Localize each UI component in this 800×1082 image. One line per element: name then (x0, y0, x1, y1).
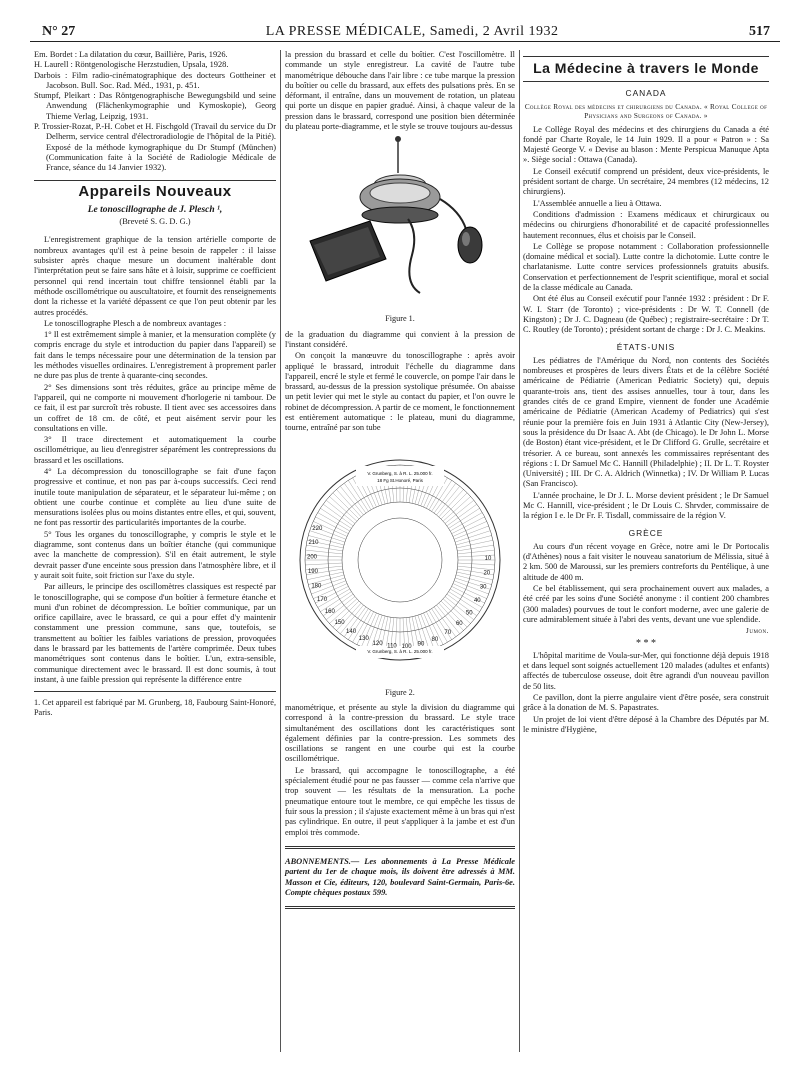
footnote: 1. Cet appareil est fabriqué par M. Grunberg, 18, Faubourg Saint-Honoré, Paris. (34, 698, 276, 718)
diagram-tick-label: 120 (372, 640, 383, 647)
diagram-tick-label: 10 (484, 555, 491, 562)
notice-rule (285, 846, 515, 849)
page-number: 517 (749, 24, 770, 39)
figure-1-device-illustration (300, 133, 500, 311)
diagram-tick-label: 70 (443, 629, 451, 636)
header-rule (30, 41, 780, 42)
issue-number: N° 27 (42, 24, 76, 39)
diagram-tick-label: 200 (306, 554, 317, 561)
paragraph: L'année prochaine, le Dr J. L. Morse devient président ; le Dr Samuel Mc C. Hannill, vice-président ; le Dr Louis C. Shrvder, commissaire de la région I e. le Dr Fr. F. Tisdall, commissaire de la région V. (523, 490, 769, 521)
column-left (34, 50, 276, 718)
diagram-tick-label: 90 (417, 641, 424, 648)
author-signature: Jumon. (745, 626, 769, 636)
graduation-line (456, 540, 492, 548)
notice-rule (285, 906, 515, 909)
separator-stars: * * * (636, 637, 656, 649)
graduation-line (329, 496, 356, 521)
diagram-tick-label: 180 (310, 582, 321, 589)
paragraph: 3° Il trace directement et automatiquement la courbe oscillométrique, au lieu d'enregistrer séparément les contrepressions du brassard et les oscillations. (34, 435, 276, 465)
reference-item: Darbois : Film radio-cinématographique des docteurs Gottheiner et Jacobson. Bull. Soc. Rad. Méd., 1931, p. 451. (34, 70, 276, 90)
paragraph: Ont été élus au Conseil exécutif pour l'année 1932 : président : Dr F. W. I. Starr (de Toronto) ; vice-présidents : Dr W. T. Connell (de Kingston) ; Dr J. C. Dagneau (de Québec) ; registraire-secrétaire : Dr T. C. Routley (de Toronto) ; président sortant de charge : Dr J. C. Meakins. (523, 294, 769, 335)
diagram-ring (342, 502, 458, 618)
diagram-tick-label: 80 (431, 636, 438, 643)
column-right (523, 50, 769, 736)
diagram-tick-label: 60 (455, 620, 463, 627)
paragraph: L'hôpital maritime de Voula-sur-Mer, qui fonctionne déjà depuis 1918 et dans lequel sont soignés actuellement 120 malades (adultes et enfants) affectés de tuberculose osseuse, doit être agrandi d'un nouveau pavillon de 50 lits. (523, 650, 769, 691)
paragraph: Au cours d'un récent voyage en Grèce, notre ami le Dr Portocalis (d'Athènes) nous a fait visiter le nouveau sanatorium de Mélissia, situé à 2 km. 500 de Maroussi, sur les premiers contreforts du Pentélique, à une altitude de 400 m. (523, 541, 769, 582)
paragraph: 1° Il est extrêmement simple à manier, et la mensuration complète (y compris encrage du style et introduction du papier dans l'appareil) se fait dans le temps nécessaire pour une détermination de la tension par les méthodes visuelles ordinaires. L'enregistrement à proprement parler ne dure pas plus de trente à quarante-cinq secondes. (34, 330, 276, 381)
graduation-line (434, 483, 456, 513)
paragraph: On conçoit la manœuvre du tonoscillographe : après avoir appliqué le brassard, introduit l'échelle du diagramme dans l'appareil, encré le style et fermé le couvercle, on pompe l'air dans le brassard, au-dessus de la pression systolique présumée. On abaisse un petit levier qui met le style au contact du papier, et l'on ouvre le robinet de décompression. A partir de ce moment, le fonctionnement est entièrement automatique : le plateau, muni du diagramme, tourne, entraîné par son tube (285, 351, 515, 433)
section-rule (523, 81, 769, 82)
diagram-ring (358, 518, 442, 602)
country-heading: ÉTATS-UNIS (616, 341, 676, 352)
paragraph: de la graduation du diagramme qui convient à la pression de l'instant considéré. (285, 329, 515, 349)
graduation-line (344, 483, 366, 513)
reference-item: Stumpf, Pleikart : Das Röntgenographische Bewegungsbild und seine Anwendung (Flächenkymographie und Kymoskopie), Georg Thieme Verlag, Leipzig, 1931. (34, 91, 276, 121)
country-heading: GRÈCE (628, 527, 664, 538)
figure-2-caption: Figure 2. (385, 687, 415, 697)
pump-bulb (458, 227, 482, 263)
paragraph: la pression du brassard et celle du boîtier. C'est l'oscillomètre. Il commande un style enregistreur. La cavité de l'autre tube manométrique débouche dans l'air libre : ce tube marque la pression du boîtier ou celle du brassard, aux effets des pulsations près. En se déformant, il entraîne, dans un mouvement de rotation, un plateau qui porte un disque en papier gradué. Ainsi, à chaque valeur de la pression dans le brassard, correspond une position bien déterminée du plateau porte-diagramme, et le style se trouve toujours au-dessus (285, 50, 515, 132)
graduation-line (332, 492, 358, 518)
diagram-tick-label: 40 (473, 597, 481, 604)
graduation-line (336, 489, 361, 516)
diagram-tick-label: 150 (334, 619, 345, 626)
diagram-label-box (356, 466, 444, 486)
paragraph: Par ailleurs, le principe des oscillomètres classiques est respecté par le tonoscillographe, qui se compose d'un boîtier à fermeture étanche et muni d'un robinet de décompression. Le boîtier communique, par un orifice capillaire, avec le brassard, ce qui a pour effet d'y maintenir constamment une pression commune, sans que, toutefois, se transmettent au boîtier les faibles variations de pression, provoquées dans le brassard par les battements de l'artère comprimée. Deux tubes manométriques sont contenus dans le boîtier. L'un, extra-sensible, communique directement avec le brassard. Il est donc soumis, à tout instant, à une faible pression qui représente la différence entre (34, 582, 276, 684)
paragraph: Le Collège se propose notamment : Collaboration professionnelle (domaine médical et social). Lutte contre la dichotomie. Lutte contre le charlatanisme. Lutte contre services professionnels gratuits abusifs. Conservation et perfectionnement de l'esprit scientifique, moral et social de la classe médicale au Canada. (523, 241, 769, 293)
column-divider (519, 50, 520, 1052)
diagram-tick-label: 130 (358, 635, 369, 642)
journal-title: LA PRESSE MÉDICALE, Samedi, 2 Avril 1932 (265, 24, 559, 39)
section-title: Appareils Nouveaux (78, 182, 232, 200)
graduation-line (457, 566, 494, 570)
column-middle (285, 50, 515, 917)
paragraph: 2° Ses dimensions sont très réduites, grâce au principe même de l'appareil, qui ne comporte ni mouvement d'horlogerie ni tambour. De ce fait, il est par surcroît très robuste. Il tient avec ses accessoires dans un coffret de 18 cm. de côté, et peut aisément servir pour les consultations en ville. (34, 382, 276, 433)
graduation-line (305, 563, 342, 565)
patent-note: (Breveté S. G. D. G.) (119, 217, 191, 227)
diagram-tick-label: 170 (316, 596, 327, 603)
section-title: La Médecine à travers le Monde (533, 60, 759, 76)
subscription-notice: ABONNEMENTS.— Les abonnements à La Presse Médicale partent du 1er de chaque mois, ils doivent être adressés à MM. Masson et Cie, éditeurs, 120, boulevard Saint-Germain, Paris-6e. Compte chèques postaux 599. (285, 856, 515, 898)
paragraph: Conditions d'admission : Examens médicaux et chirurgicaux ou médecins ou chirurgiens d'honorabilité et de capacité professionnelles hautement reconnues, élus et choisis par le Conseil. (523, 209, 769, 240)
diagram-tick-label: 20 (482, 570, 490, 577)
paragraph: Le brassard, qui accompagne le tonoscillographe, a été spécialement étudié pour ne pas fausser — comme cela n'arrive que trop souvent — les résultats de la mensuration. La poche pneumatique entoure tout le membre, ce qui empêche les tissus de fuir sous la pression ; il s'ajuste exactement même à un bras qui n'est pas cylindrique. En outre, il peut s'appliquer à la jambe et est d'un emploi très commode. (285, 765, 515, 837)
institution-name: Collège Royal des médecins et chirurgiens du Canada. « Royal College of Physicians and Surgeons of Canada. » (524, 102, 768, 120)
graduation-line (441, 601, 467, 627)
diagram-tick-label: 220 (311, 525, 322, 532)
paragraph: 5° Tous les organes du tonoscillographe, y compris le style et le diagramme, sont contenus dans un boîtier étanche (qui communique avec la manchette de compression). S'il en était autrement, le style devrait passer d'une enceinte sous pression dans l'atmosphère libre, et il y aurait soit fuite, soit friction sur l'axe du style. (34, 529, 276, 580)
diagram-maker-label: V. Grunberg, S. à R. L. 25.000 fr. (366, 648, 433, 654)
reference-list (34, 50, 276, 174)
paragraph: Un projet de loi vient d'être déposé à la Chambre des Députés par M. le ministre d'Hygiène, (523, 714, 769, 734)
graduation-line (323, 504, 353, 526)
graduation-line (454, 526, 489, 539)
paragraph: manométrique, et présente au style la division du diagramme qui correspond à la contre-pression du brassard. Le style trace simultanément des oscillations dont les caractéristiques sont également définies par la contre-pression. Les sommets des oscillations se rangent en une courbe qui est la courbe oscillométrique. (285, 702, 515, 764)
article-title: Le tonoscillographe de J. Plesch ¹, (87, 204, 223, 215)
diagram-tick-label: 140 (345, 628, 356, 635)
diagram-address-label: 18 Fg St.Honoré, Paris (376, 477, 423, 483)
diagram-tick-label: 210 (307, 539, 318, 546)
graduation-line (441, 492, 467, 518)
diagram-tick-label: 160 (324, 608, 335, 615)
paragraph: L'Assemblée annuelle a lieu à Ottawa. (533, 198, 662, 208)
graduation-line (457, 545, 494, 551)
column-divider (280, 50, 281, 1052)
figure-1-caption: Figure 1. (385, 314, 415, 324)
graduation-line (457, 563, 494, 565)
reference-item: P. Trossier-Rozat, P.-H. Cobet et H. Fischgold (Travail du service du Dr Delherm, service central d'électroradiologie de l'hôpital de la Pitié). Exposé de la méthode kymographique du Dr Stumpf (München) (Communication faite à la Société de Radiologie Médicale de France, séance du 14 Janvier 1932). (34, 122, 276, 173)
paragraph: Ce pavillon, dont la pierre angulaire vient d'être posée, sera construit grâce à la donation de M. S. Papastrates. (523, 693, 769, 713)
graduation-line (451, 517, 484, 534)
paragraph: Le tonoscillographe Plesch a de nombreux avantages : (44, 318, 227, 328)
reference-item: H. Laurell : Röntgenologische Herzstudien, Upsala, 1928. (34, 60, 229, 70)
reference-item: Em. Bordet : La dilatation du cœur, Baillière, Paris, 1926. (34, 50, 228, 59)
paragraph: Le Collège Royal des médecins et des chirurgiens du Canada a été fondé par Charte Royale, le 14 Juin 1929. Il a pour « Patron » : Sa Majesté George V. « Devise au blason : Mente Perspicua Manuque Apta ». Siège social : Ottawa (Canada). (523, 124, 769, 165)
diagram-tick-label: 50 (465, 609, 473, 616)
graduation-line (438, 489, 463, 516)
paragraph: Le Conseil exécutif comprend un président, deux vice-présidents, le président sortant de charge. Un secrétaire, 24 membres (12 médecins, 12 chirurgiens). (523, 166, 769, 197)
graduation-line (443, 496, 470, 521)
country-heading: CANADA (625, 88, 667, 99)
paragraph: L'enregistrement graphique de la tension artérielle comporte de nombreux avantages qu'il est à peine besoin de rappeler : il laisse subsister après chaque mesure un document inaltérable dont l'interprétation peut se faire sans hâte et à loisir, supprime ce coefficient personnel qui rend incertain tout chiffre tensionnel établi par la méthode oscillométrique ou auscultatoire, et fournit des renseignements dont la richesse et la variété dépassent ce que l'on peut obtenir par les autres procédés. (34, 235, 276, 317)
graduation-line (336, 603, 361, 630)
section-rule (34, 180, 276, 181)
diagram-tick-label: 190 (307, 568, 318, 575)
paragraph: 4° La décompression du tonoscillographe se fait d'une façon progressive et continue, et non pas par à-coups successifs. Ceci rend inutile toute manipulation de séparateur, et le séparateur lui-même ; on obtient une courbe continue et complète au lieu d'une suite de mensurations isolées plus ou moins distantes entre elles, et qui, souvent, ne font pas ressortir des particularités importantes de la courbe. (34, 466, 276, 528)
footnote-rule (34, 691, 276, 692)
diagram-tick-label: 110 (386, 643, 397, 650)
page-header (42, 18, 770, 40)
figure-2-diagram (288, 435, 513, 685)
section-rule (523, 56, 769, 57)
graduation-line (446, 504, 476, 526)
article-body (34, 235, 276, 685)
paragraph: Ce bel établissement, qui sera prochainement ouvert aux malades, a été créé par les soins d'une Société anonyme : il contient 200 chambres (300 malades) pourvues de tout le confort moderne, avec une galerie de cure admirablement située à l'abri des vents, devant une vue splendide. (523, 584, 769, 624)
paragraph: Les pédiatres de l'Amérique du Nord, non contents des Sociétés nombreuses et prospères de leurs divers États et de la célèbre Société américaine de Pédiatrie (American Pediatric Society) qui, depuis quarante-trois ans, tient des assises annuelles, tour à tour, dans les grandes cités de ce grand Empire, viennent de fonder une Académie américaine de Pédiatrie (American Academy of Pediatrics) qui s'est réunie pour la première fois en Juin 1931 à Atlantic City (New-Jersey), sous la présidence du Dr Isaac A. Abt (de Chicago). le Dr John L. Morse (de Boston) étant vice-président, et le Dr Clifford G. Grulle, secrétaire et trésorier. A ce bureau, sont annexés les commissaires représentant des régions : I. Dr Samuel Mc C. Hannill (Philadelphie) ; II. Dr L. T. Royster (Université) ; III. Dr C. A. Aldrich (Winnetka) ; IV. Dr William P. Lucas (San Francisco). (523, 355, 769, 489)
diagram-maker-label: V. Grunberg, S. à R. L. 25.000 fr. (366, 470, 433, 476)
diagram-tick-label: 30 (479, 584, 487, 591)
graduation-line (452, 521, 486, 536)
graduation-line (306, 545, 343, 551)
diagram-tick-label: 100 (401, 643, 412, 650)
graduation-line (457, 550, 494, 554)
graduation-line (305, 550, 342, 554)
